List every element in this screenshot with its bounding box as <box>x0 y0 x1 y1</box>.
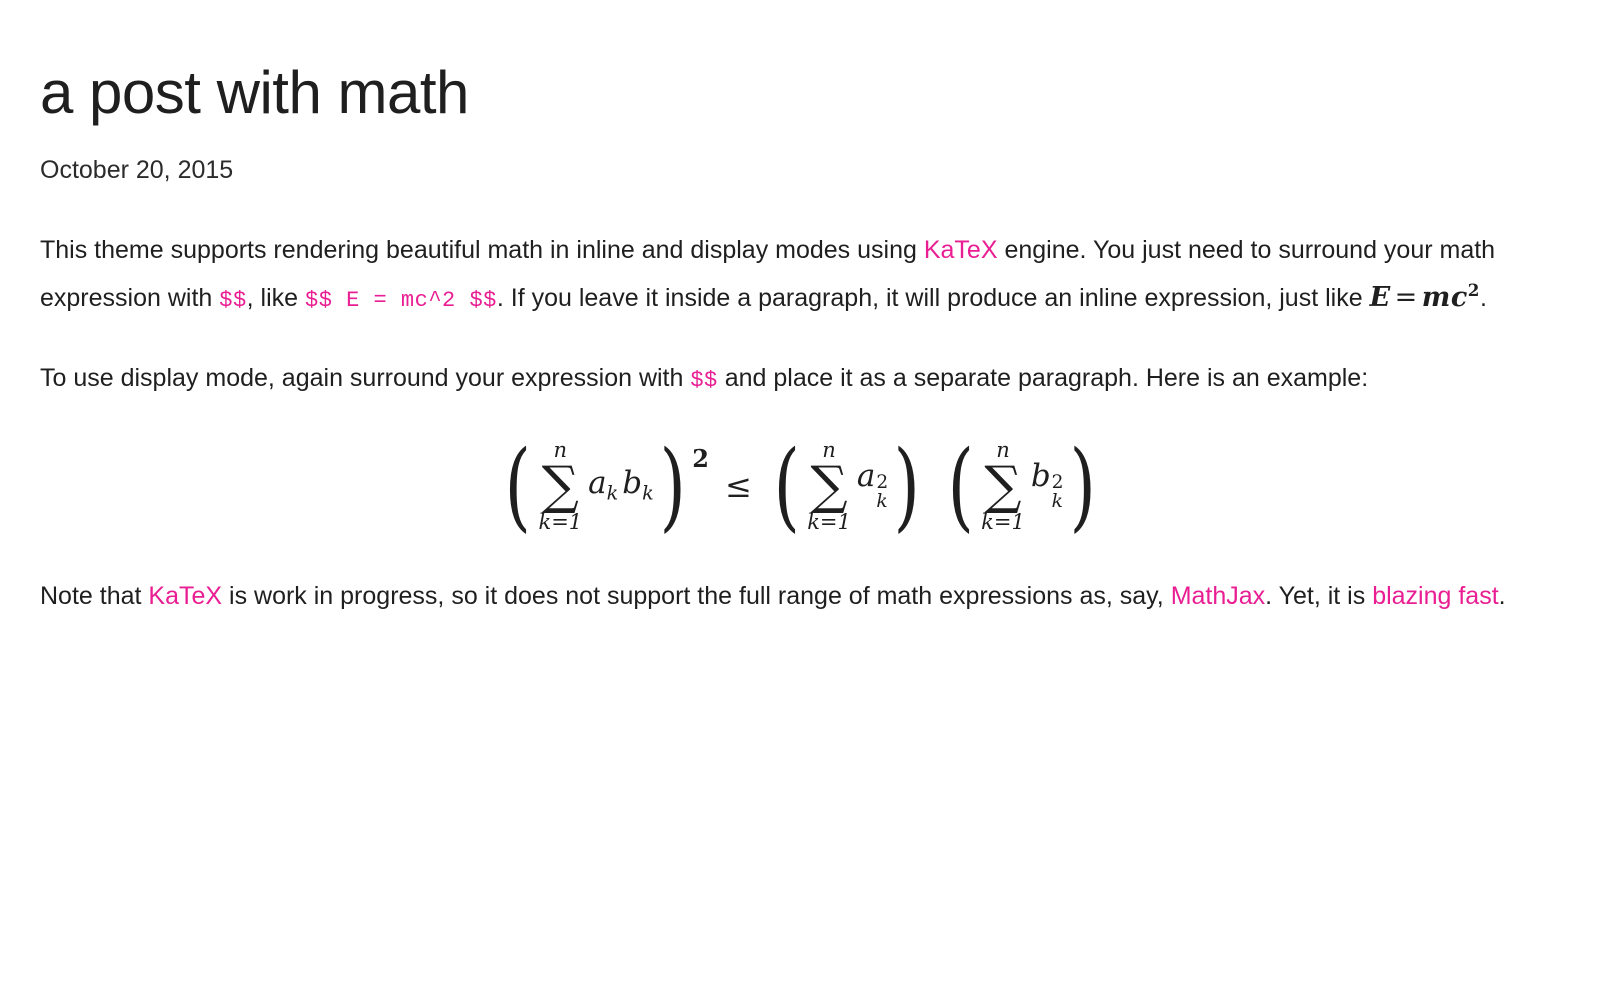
relation-leq: ≤ <box>724 466 752 505</box>
equation-group-1 <box>499 430 709 543</box>
text-segment: is work in progress, so it does not support the full range of math expressions as, say, <box>222 582 1171 611</box>
equation-group-3 <box>942 430 1101 543</box>
sum-lower-limit: k=1 <box>807 510 851 535</box>
text-segment: . <box>1479 284 1487 313</box>
page-title: a post with math <box>40 59 469 126</box>
equation-body <box>499 430 1101 543</box>
paragraph-note <box>40 573 1560 619</box>
term-base: b <box>622 464 643 501</box>
term-base: a <box>588 464 607 501</box>
group-exponent: 2 <box>692 443 709 473</box>
term-subscript: k <box>1051 490 1063 512</box>
term-subsup <box>1051 471 1064 512</box>
paren-right: ) <box>1069 430 1096 543</box>
term-base: a <box>856 458 876 495</box>
term-a-k <box>588 465 618 505</box>
math-rhs: mc <box>1421 282 1468 314</box>
sum-lower-limit: k=1 <box>538 510 583 535</box>
code-dollars: $$ <box>219 288 247 314</box>
text-segment: , like <box>246 284 306 313</box>
text-segment: and place it as a separate paragraph. Here is an example: <box>717 364 1369 393</box>
term-subscript: k <box>606 481 619 505</box>
math-exponent: 2 <box>1467 280 1480 301</box>
term-subscript: k <box>642 481 654 505</box>
text-segment: . If you leave it inside a paragraph, it will produce an inline expression, just like <box>496 284 1370 313</box>
equation-group-2 <box>768 430 926 543</box>
paren-left: ( <box>947 430 974 543</box>
paren-left: ( <box>504 430 531 543</box>
math-lhs: E <box>1369 282 1391 314</box>
post-date: October 20, 2015 <box>40 156 234 184</box>
sum-sigma-icon: ∑ <box>810 455 848 516</box>
paragraph-display-mode <box>40 355 1560 402</box>
term-subsup <box>876 471 889 512</box>
text-segment: . <box>1498 582 1506 611</box>
sum-lower-limit: k=1 <box>981 510 1025 535</box>
paren-right: ) <box>659 430 686 543</box>
mathjax-link[interactable]: MathJax <box>1170 582 1266 611</box>
katex-link[interactable]: KaTeX <box>148 582 223 611</box>
code-dollars: $$ <box>690 368 718 394</box>
text-segment: engine. You just need to surround your math expression with <box>40 236 1496 313</box>
paren-left: ( <box>773 430 800 543</box>
text-segment: Note that <box>40 582 149 611</box>
text-segment: . Yet, it is <box>1265 582 1373 611</box>
summation-1 <box>538 437 583 535</box>
term-subscript: k <box>876 490 888 512</box>
sum-sigma-icon: ∑ <box>984 455 1022 516</box>
katex-link[interactable]: KaTeX <box>923 236 998 264</box>
term-base: b <box>1030 458 1051 495</box>
sum-upper-limit: n <box>822 437 836 462</box>
math-operator: = <box>1394 282 1418 314</box>
summation-3 <box>981 437 1025 535</box>
sum-sigma-icon: ∑ <box>541 455 579 516</box>
term-superscript: 2 <box>1051 471 1064 493</box>
code-example: $$ E = mc^2 $$ <box>305 288 497 314</box>
blazing-fast-link[interactable]: blazing fast <box>1372 582 1499 611</box>
paragraph-intro <box>40 227 1560 323</box>
term-superscript: 2 <box>876 471 889 493</box>
term-a-k-squared <box>857 458 888 511</box>
text-segment: This theme supports rendering beautiful math in inline and display modes using <box>40 236 924 264</box>
sum-upper-limit: n <box>996 437 1010 462</box>
display-equation <box>40 430 1560 543</box>
text-segment: To use display mode, again surround your expression with <box>40 364 691 393</box>
sum-upper-limit: n <box>553 437 568 462</box>
term-b-k <box>622 465 654 505</box>
summation-2 <box>807 437 851 535</box>
inline-math-emc2 <box>1370 282 1480 313</box>
term-b-k-squared <box>1031 458 1064 511</box>
paren-right: ) <box>893 430 921 543</box>
